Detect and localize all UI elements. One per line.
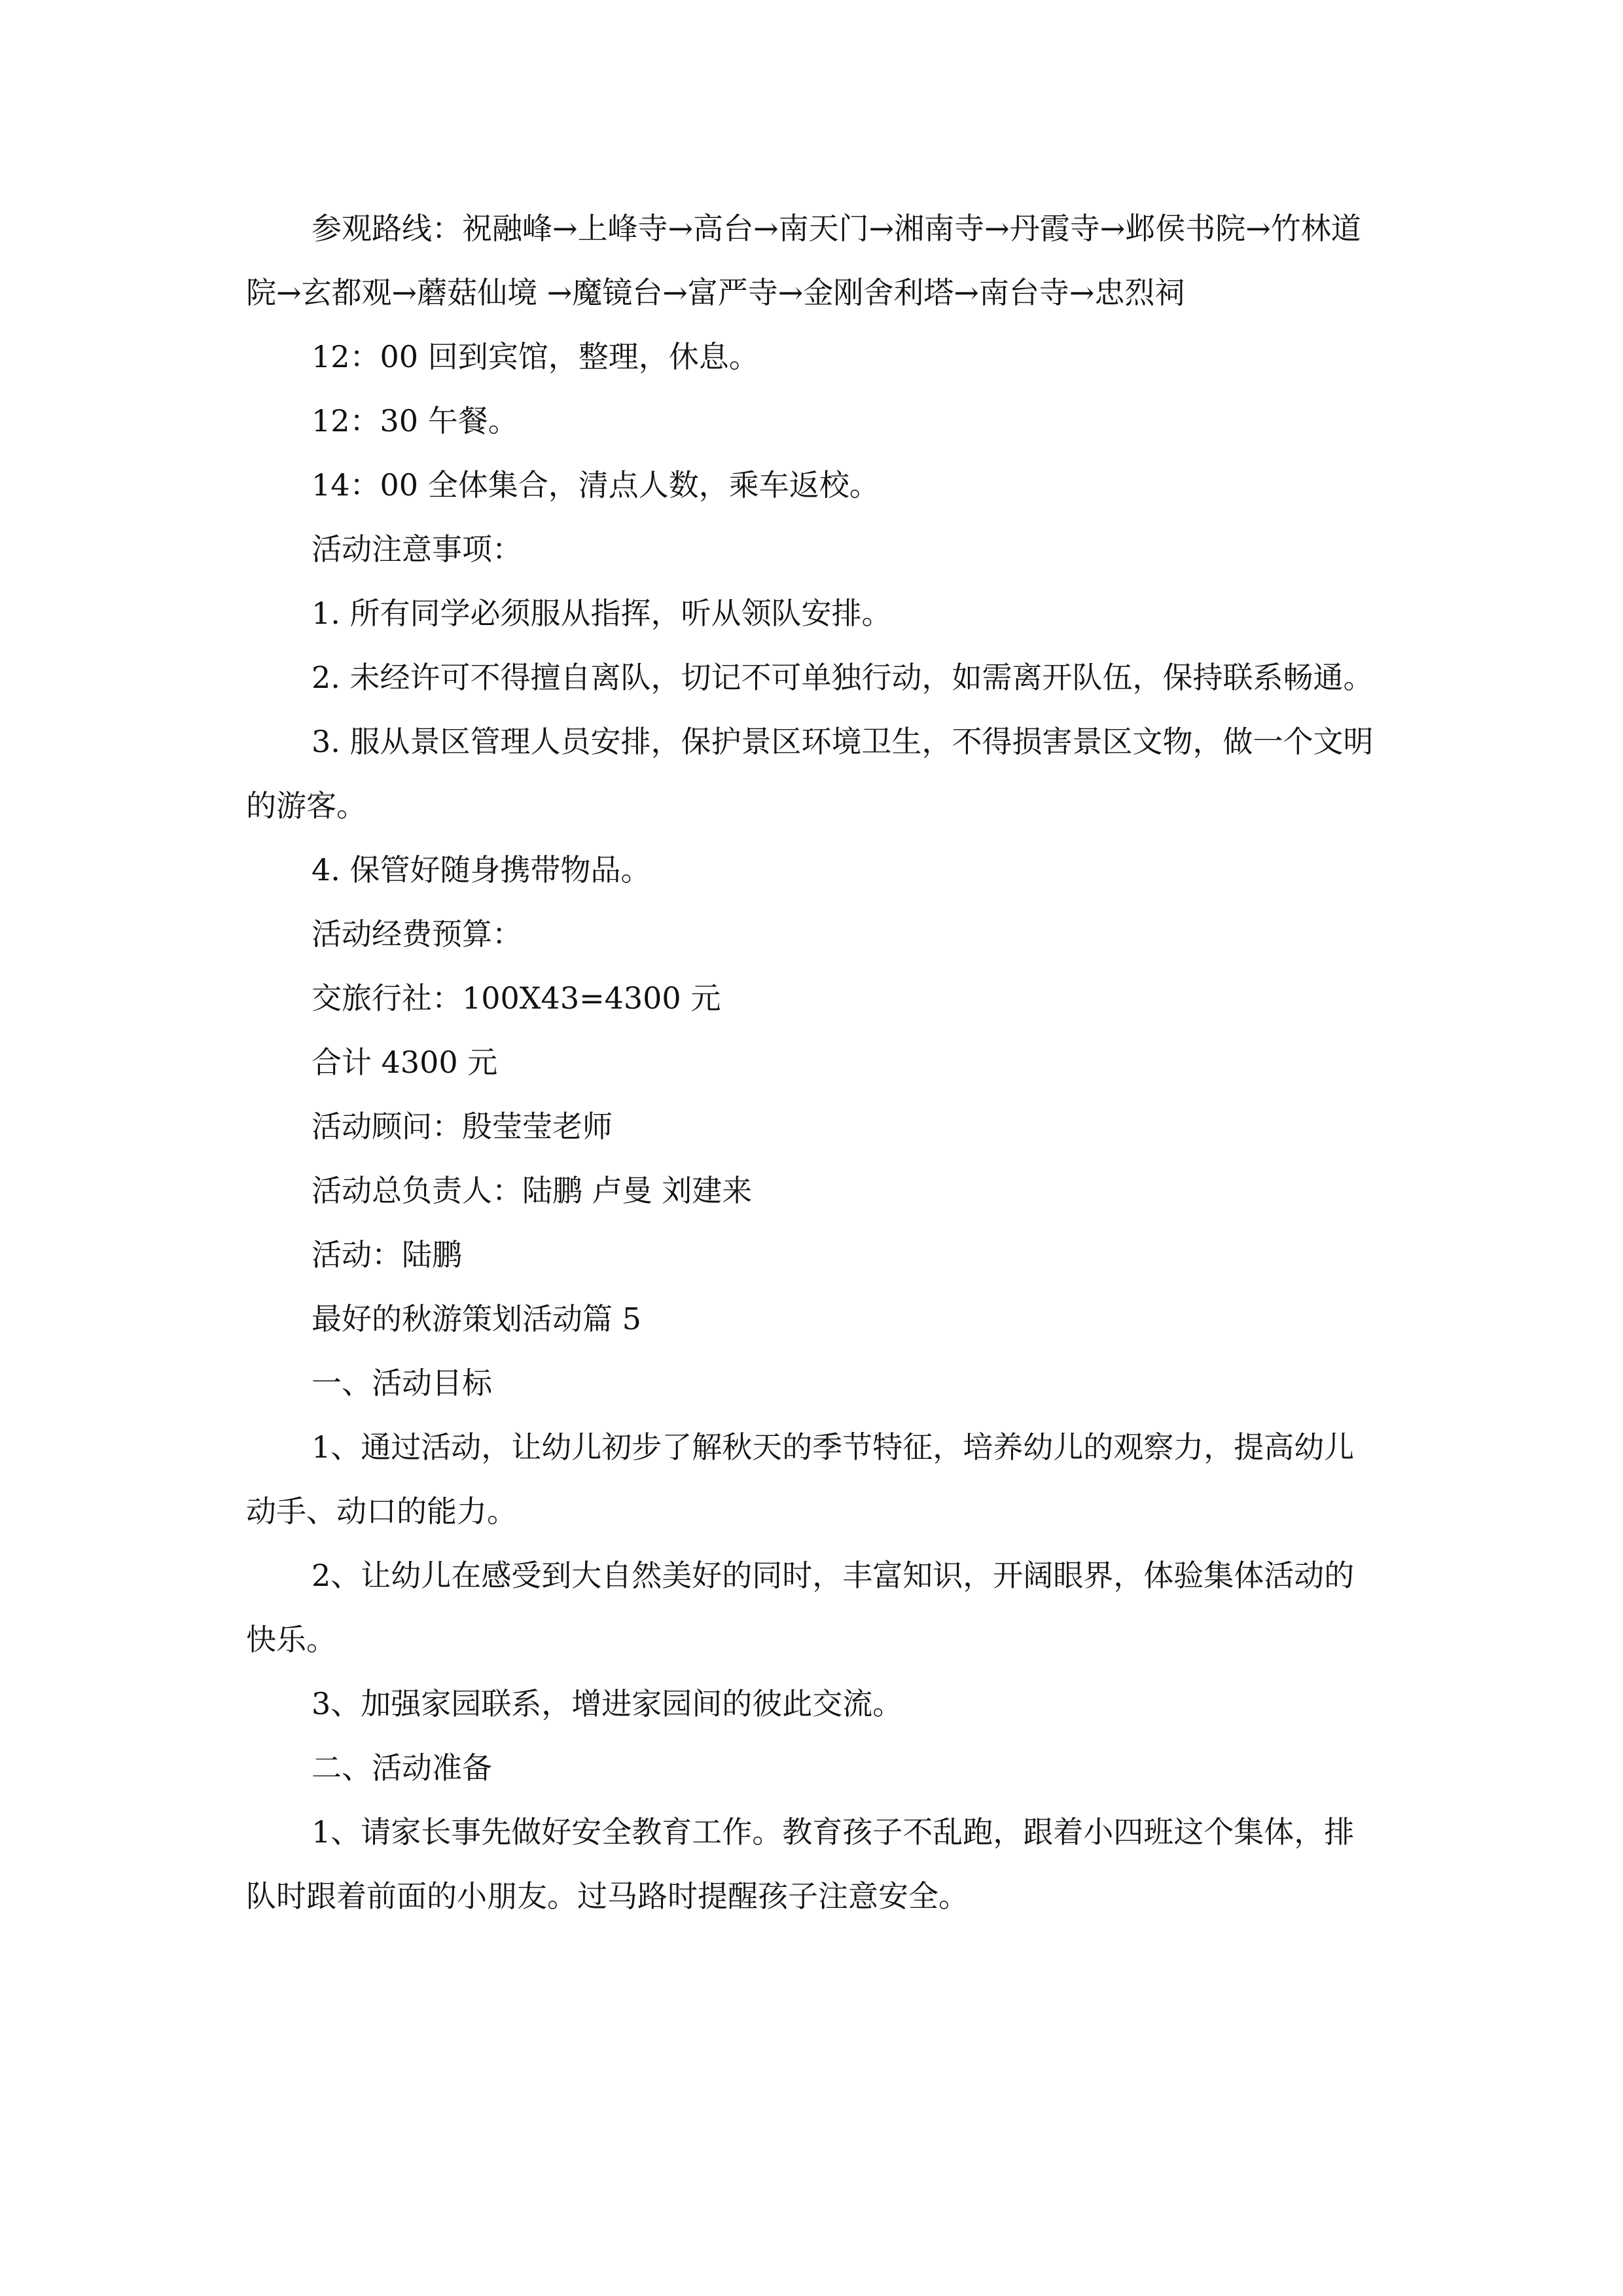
goal-item: 1、通过活动，让幼儿初步了解秋天的季节特征，培养幼儿的观察力，提高幼儿动手、动口的能力。 <box>246 1429 1355 1529</box>
preparation-item: 1、请家长事先做好安全教育工作。教育孩子不乱跑，跟着小四班这个集体，排队时跟着前面的小朋友。过马路时提醒孩子注意安全。 <box>246 1814 1355 1914</box>
precaution-item: 3. 服从景区管理人员安排，保护景区环境卫生，不得损害景区文物，做一个文明的游客。 <box>246 724 1374 823</box>
activity-line: 活动：陆鹏 <box>312 1237 462 1272</box>
schedule-1200: 12：00 回到宾馆，整理，休息。 <box>312 339 759 374</box>
schedule-1400: 14：00 全体集合，清点人数，乘车返校。 <box>312 467 880 503</box>
document-body <box>246 196 1377 1928</box>
budget-total: 合计 4300 元 <box>312 1045 498 1080</box>
goal-item: 2、让幼儿在感受到大自然美好的同时，丰富知识，开阔眼界，体验集体活动的快乐。 <box>246 1558 1355 1657</box>
section-heading-precautions: 活动注意事项： <box>312 531 522 567</box>
budget-line: 交旅行社：100X43=4300 元 <box>312 980 721 1016</box>
schedule-1230: 12：30 午餐。 <box>312 403 518 439</box>
section-heading-goals: 一、活动目标 <box>312 1365 492 1401</box>
section-heading-preparation: 二、活动准备 <box>312 1750 492 1785</box>
leaders-line: 活动总负责人：陆鹏 卢曼 刘建来 <box>312 1173 753 1208</box>
article-title: 最好的秋游策划活动篇 5 <box>312 1301 641 1336</box>
precaution-item: 2. 未经许可不得擅自离队，切记不可单独行动，如需离开队伍，保持联系畅通。 <box>312 660 1374 695</box>
precaution-item: 4. 保管好随身携带物品。 <box>312 852 651 888</box>
route-paragraph: 参观路线：祝融峰→上峰寺→高台→南天门→湘南寺→丹霞寺→邺侯书院→竹林道院→玄都观→蘑菇仙境 →魔镜台→富严寺→金刚舍利塔→南台寺→忠烈祠 <box>246 211 1361 310</box>
precaution-item: 1. 所有同学必须服从指挥，听从领队安排。 <box>312 596 892 631</box>
advisor-line: 活动顾问：殷莹莹老师 <box>312 1109 613 1144</box>
section-heading-budget: 活动经费预算： <box>312 916 522 952</box>
goal-item: 3、加强家园联系，增进家园间的彼此交流。 <box>312 1686 903 1721</box>
